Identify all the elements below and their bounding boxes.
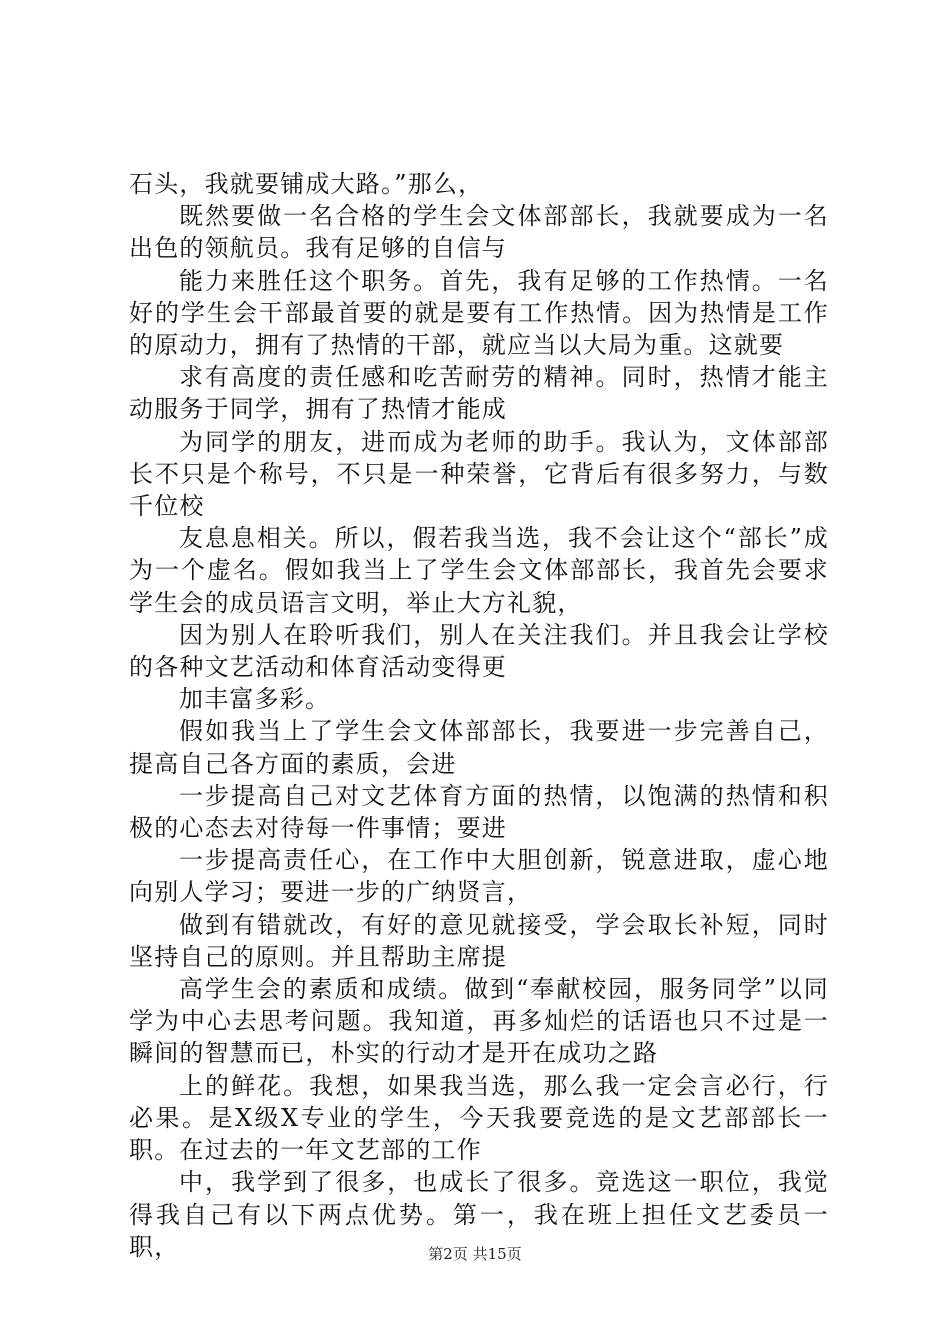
paragraph: 中，我学到了很多，也成长了很多。竞选这一职位，我觉得我自己有以下两点优势。第一，我在班上担任文艺委员一职，	[129, 1168, 829, 1261]
document-body	[129, 168, 829, 1263]
paragraph: 石头，我就要铺成大路。”那么，	[129, 170, 484, 198]
paragraph: 因为别人在聆听我们，别人在关注我们。并且我会让学校的各种文艺活动和体育活动变得更	[129, 620, 829, 682]
paragraph: 上的鲜花。我想，如果我当选，那么我一定会言必行，行必果。是X级X专业的学生，今天我要竞选的是文艺部部长一职。在过去的一年文艺部的工作	[129, 1071, 829, 1165]
paragraph: 一步提高自己对文艺体育方面的热情，以饱满的热情和积极的心态去对待每一件事情；要进	[129, 781, 829, 843]
paragraph: 既然要做一名合格的学生会文体部部长，我就要成为一名出色的领航员。我有足够的自信与	[129, 202, 829, 263]
page-footer: 第2页 共15页	[428, 1245, 522, 1263]
paragraph: 友息息相关。所以，假若我当选，我不会让这个“部长”成为一个虚名。假如我当上了学生会文体部部长，我首先会要求学生会的成员语言文明，举止大方礼貌，	[129, 524, 829, 617]
paragraph: 能力来胜任这个职务。首先，我有足够的工作热情。一名好的学生会干部最首要的就是要有工作热情。因为热情是工作的原动力，拥有了热情的干部，就应当以大局为重。这就要	[129, 266, 829, 360]
paragraph: 为同学的朋友，进而成为老师的助手。我认为，文体部部长不只是个称号，不只是一种荣誉，它背后有很多努力，与数千位校	[129, 427, 829, 521]
paragraph: 加丰富多彩。	[179, 685, 331, 714]
paragraph: 一步提高责任心，在工作中大胆创新，锐意进取，虚心地向别人学习；要进一步的广纳贤言，	[129, 846, 829, 907]
paragraph: 高学生会的素质和成绩。做到“奉献校园，服务同学”以同学为中心去思考问题。我知道，再多灿烂的话语也只不过是一瞬间的智慧而已，朴实的行动才是开在成功之路	[129, 975, 829, 1068]
paragraph: 做到有错就改，有好的意见就接受，学会取长补短，同时坚持自己的原则。并且帮助主席提	[129, 910, 829, 971]
paragraph: 假如我当上了学生会文体部部长，我要进一步完善自己，提高自己各方面的素质，会进	[129, 717, 829, 778]
paragraph: 求有高度的责任感和吃苦耐劳的精神。同时，热情才能主动服务于同学，拥有了热情才能成	[129, 363, 829, 424]
